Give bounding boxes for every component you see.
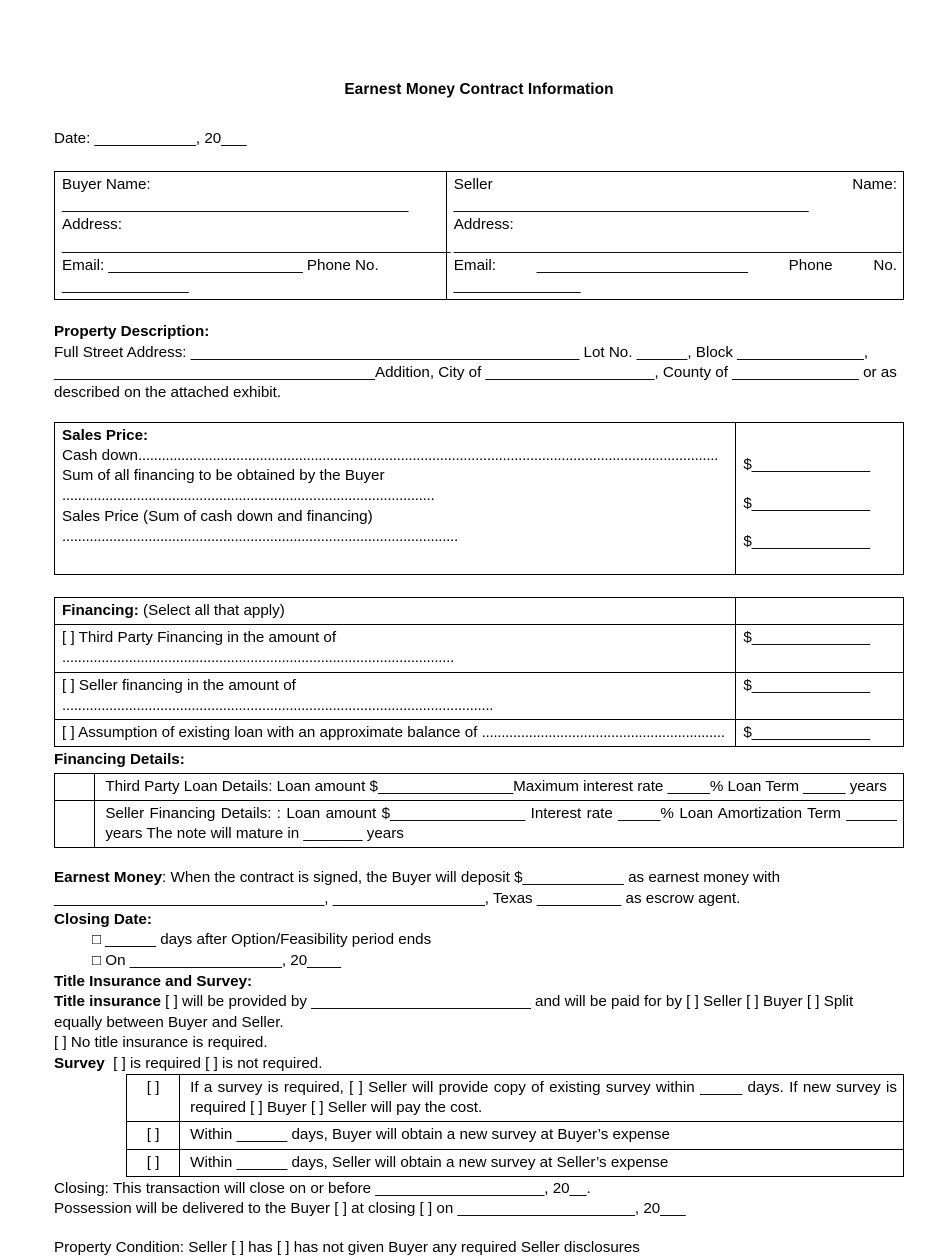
leader-dots: ..............................................................: [481, 724, 725, 742]
survey-line-text: [ ] is required [ ] is not required.: [113, 1054, 323, 1072]
seller-contact-line[interactable]: Email: _________________________ Phone No.: [453, 256, 897, 274]
leader-dots: ....................................................................................................................................................: [137, 446, 719, 464]
property-description-line-2[interactable]: ______________________________________Addition, City of ____________________, County of _______________ or as: [54, 364, 897, 382]
survey-option-text-2[interactable]: Within ______ days, Seller will obtain a new survey at Seller’s expense: [180, 1149, 904, 1176]
sales-price-row-label-1: [62, 466, 729, 506]
leader-dots: ...............................................................................................: [62, 487, 435, 505]
sales-price-label-text-2: Sales Price (Sum of cash down and financing): [62, 507, 373, 525]
table-row: [127, 1122, 904, 1149]
table-row: [55, 672, 904, 719]
financing-heading-amount-cell: [736, 598, 904, 625]
sales-price-table: [54, 422, 904, 575]
page-title: Earnest Money Contract Information: [344, 81, 614, 98]
financing-amount-1[interactable]: $______________: [736, 672, 904, 719]
sales-price-label-text-0: Cash down: [62, 446, 138, 464]
closing-date-option-0[interactable]: [92, 930, 904, 950]
survey-label: Survey: [54, 1054, 105, 1072]
table-row: [55, 800, 904, 847]
financing-row-0: [55, 625, 736, 672]
financing-table: [54, 597, 904, 747]
financing-amount-2[interactable]: $______________: [736, 720, 904, 747]
date-field-line[interactable]: Date: ____________, 20___: [54, 129, 247, 147]
sales-price-labels-cell: [55, 422, 736, 574]
earnest-money-label: Earnest Money: [54, 869, 163, 887]
buyer-address-line[interactable]: Address: ______________________________________________: [62, 216, 451, 254]
earnest-money-line-2[interactable]: ________________________________, __________________, Texas __________ as escrow agent.: [54, 889, 741, 907]
table-row: [55, 598, 904, 625]
buyer-contact-line[interactable]: Email: _______________________ Phone No. _______________: [62, 256, 379, 295]
financing-label-0: Third Party Financing in the amount of: [78, 629, 337, 647]
seller-contact-blank[interactable]: _______________: [453, 277, 581, 295]
sales-price-amount-1[interactable]: $______________: [743, 494, 871, 512]
property-description-line-1[interactable]: Full Street Address: ______________________________________________ Lot No. ______, Block _______________,: [54, 343, 869, 361]
checkbox-bracket[interactable]: [ ]: [62, 629, 75, 647]
earnest-money-section: [54, 868, 904, 909]
sales-price-amount-2[interactable]: $______________: [743, 533, 871, 551]
title-survey-heading: Title Insurance and Survey:: [54, 973, 253, 991]
title-insurance-line-2: equally between Buyer and Seller.: [54, 1013, 284, 1031]
table-row: [55, 172, 904, 300]
earnest-money-line-1[interactable]: [54, 868, 904, 888]
earnest-money-text-1: : When the contract is signed, the Buyer will deposit $____________ as earnest money with: [162, 869, 781, 887]
title-insurance-label: Title insurance: [54, 993, 161, 1011]
financing-amount-0[interactable]: $______________: [736, 625, 904, 672]
survey-checkbox-2[interactable]: [ ]: [127, 1149, 180, 1176]
survey-checkbox-0[interactable]: [ ]: [127, 1074, 180, 1121]
sales-price-label-text-1: Sum of all financing to be obtained by the Buyer: [62, 467, 385, 485]
leader-dots: ..............................................................................................................: [62, 696, 494, 714]
financing-details-checkbox-cell-0[interactable]: [55, 773, 95, 800]
buyer-seller-table: [54, 171, 904, 300]
survey-checkbox-1[interactable]: [ ]: [127, 1122, 180, 1149]
seller-name-line[interactable]: Seller Name:: [453, 176, 897, 193]
financing-heading-cell: [55, 598, 736, 625]
seller-cell: [446, 172, 903, 300]
closing-date-heading: Closing Date:: [54, 911, 152, 929]
checkbox-square-icon[interactable]: □: [92, 951, 102, 969]
leader-dots: ....................................................................................................: [62, 649, 454, 667]
checkbox-bracket[interactable]: [ ]: [62, 724, 75, 742]
no-title-insurance-line[interactable]: [ ] No title insurance is required.: [54, 1034, 268, 1052]
seller-name-blank[interactable]: __________________________________________: [453, 196, 809, 214]
closing-date-option-1[interactable]: [92, 951, 904, 971]
table-row: [55, 625, 904, 672]
financing-row-1: [55, 672, 736, 719]
seller-address-line[interactable]: Address: _____________________________________________________: [453, 216, 902, 254]
closing-date-option-text-0: ______ days after Option/Feasibility period ends: [105, 931, 432, 949]
property-condition-line[interactable]: Property Condition: Seller [ ] has [ ] has not given Buyer any required Seller disclosures: [54, 1238, 640, 1256]
survey-option-text-1[interactable]: Within ______ days, Buyer will obtain a new survey at Buyer’s expense: [180, 1122, 904, 1149]
title-insurance-text-1: [ ] will be provided by __________________________ and will be paid for by [ ] Seller [ ] Buyer [ ] Split: [165, 993, 854, 1011]
survey-options-wrapper: [126, 1074, 904, 1177]
table-row: [127, 1149, 904, 1176]
survey-options-table: [126, 1074, 904, 1177]
financing-details-checkbox-cell-1[interactable]: [55, 800, 95, 847]
checkbox-square-icon[interactable]: □: [92, 931, 102, 949]
sales-price-row-label-0: [62, 446, 729, 466]
survey-option-text-0[interactable]: If a survey is required, [ ] Seller will provide copy of existing survey within _____ days. If new survey is required [ ] Buyer [ ] Seller will pay the cost.: [180, 1074, 904, 1121]
financing-details-row-1[interactable]: Seller Financing Details: : Loan amount $________________ Interest rate _____% Loan Amortization Term ______ years The note will mature in _______ years: [95, 800, 904, 847]
leader-dots: .....................................................................................................: [62, 527, 458, 545]
property-description-section: [54, 322, 904, 403]
financing-details-table: [54, 773, 904, 849]
table-row: [55, 422, 904, 574]
checkbox-bracket[interactable]: [ ]: [62, 676, 75, 694]
closing-line-2[interactable]: Possession will be delivered to the Buyer [ ] at closing [ ] on _____________________, 20___: [54, 1200, 686, 1218]
table-row: [127, 1074, 904, 1121]
property-description-heading: Property Description:: [54, 323, 210, 341]
closing-date-option-text-1: On __________________, 20____: [105, 951, 341, 969]
financing-heading: Financing:: [62, 602, 139, 619]
financing-row-2: [55, 720, 736, 747]
closing-line-1[interactable]: Closing: This transaction will close on or before ____________________, 20__.: [54, 1179, 591, 1197]
financing-label-1: Seller financing in the amount of: [78, 676, 296, 694]
sales-price-row-label-2: [62, 507, 729, 547]
buyer-name-line[interactable]: Buyer Name: _________________________________________: [62, 176, 409, 214]
financing-details-row-0[interactable]: Third Party Loan Details: Loan amount $________________Maximum interest rate _____% Loan Term _____ years: [95, 773, 904, 800]
title-insurance-block: [54, 992, 904, 1073]
financing-label-2: Assumption of existing loan with an approximate balance of: [78, 724, 478, 742]
financing-subheading: (Select all that apply): [143, 602, 285, 619]
title-insurance-line-1[interactable]: [54, 992, 904, 1012]
sales-price-heading: Sales Price:: [62, 426, 149, 444]
property-description-line-3: described on the attached exhibit.: [54, 384, 282, 402]
buyer-cell: [55, 172, 451, 300]
spacer: [54, 1220, 904, 1238]
survey-line[interactable]: [54, 1054, 904, 1074]
financing-details-heading: Financing Details:: [54, 751, 185, 769]
table-row: [55, 773, 904, 800]
table-row: [55, 720, 904, 747]
sales-price-amount-0[interactable]: $______________: [743, 455, 871, 473]
sales-price-amounts-cell: [736, 422, 904, 574]
